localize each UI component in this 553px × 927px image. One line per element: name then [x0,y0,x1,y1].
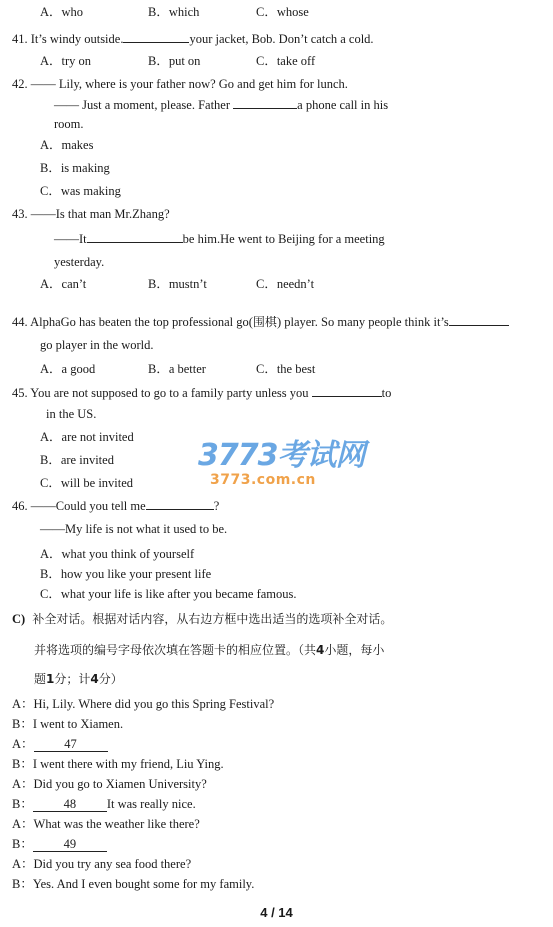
option-c: C．whose [256,5,309,19]
answer-blank-number: 47 [34,737,108,752]
option-a: A．can’t [40,277,87,291]
option-b: B．are invited [40,453,114,467]
answer-blank [146,497,214,510]
option-a: A．who [40,5,84,19]
section-label: C) [12,612,26,626]
option-a: A．try on [40,54,92,68]
option-c: C．take off [256,54,316,68]
watermark-title: 3773考试网 [198,438,365,473]
question-number: 41. [12,32,28,46]
section-instruction-3: 题1分；计4分） [34,672,123,686]
question-42-line-3: room. [54,117,84,131]
question-number: 42. [12,77,28,91]
page-number: 4 / 14 [260,905,293,920]
option-b: B．which [148,5,200,19]
section-instruction-2: 并将选项的编号字母依次填在答题卡的相应位置。（共4小题，每小 [34,643,385,657]
speaker: B： [12,837,33,851]
question-44-line-2: go player in the world. [40,338,154,352]
dialogue-line: B：I went to Xiamen. [12,717,124,731]
speaker: B： [12,717,33,731]
question-44-line-1: 44. AlphaGo has beaten the top professional go(围棋) player. So many people think it’s [12,313,509,330]
option-c: C．was making [40,184,121,198]
speaker: B： [12,877,33,891]
dialogue-line: B： 48 It was really nice. [12,797,196,811]
watermark-url: 3773.com.cn [210,472,316,488]
answer-blank [87,230,183,243]
question-43-line-3: yesterday. [54,255,105,269]
section-instruction-1: 补全对话。根据对话内容，从右边方框中选出适当的选项补全对话。 [32,612,393,626]
option-a: A．a good [40,362,96,376]
question-45-line-2: in the US. [46,407,97,421]
speaker: B： [12,797,33,811]
question-number: 44. [12,315,28,329]
option-c: C．will be invited [40,476,134,490]
question-number: 45. [12,386,28,400]
dialogue-line: A：Hi, Lily. Where did you go this Spring Festival? [12,697,275,711]
option-a: A．makes [40,138,94,152]
dialogue-line: B：I went there with my friend, Liu Ying. [12,757,224,771]
question-42-line-1: 42. —— Lily, where is your father now? Go and get him for lunch. [12,77,348,91]
answer-blank [233,96,297,109]
question-46-line-1: 46. ——Could you tell me ? [12,499,220,513]
question-41-stem: 41. It’s windy outside. your jacket, Bob. Don’t catch a cold. [12,32,374,46]
option-b: B．how you like your present life [40,567,212,581]
option-b: B．mustn’t [148,277,207,291]
answer-blank [123,30,189,43]
dialogue-line [12,736,108,752]
answer-blank [449,313,509,326]
dialogue-line: A：Did you try any sea food there? [12,857,192,871]
speaker: A： [12,737,34,751]
watermark-logo [198,440,365,488]
speaker: A： [12,697,34,711]
dialogue-line: A：Did you go to Xiamen University? [12,777,207,791]
option-c: C．what your life is like after you became famous. [40,587,297,601]
question-number: 46. [12,499,28,513]
dialogue-line [12,836,107,852]
question-45-line-1: 45. You are not supposed to go to a family party unless you to [12,386,392,400]
question-43-line-2: ——It be him.He went to Beijing for a meeting [54,232,385,246]
option-b: B．put on [148,54,201,68]
speaker: A： [12,777,34,791]
option-b: B．a better [148,362,206,376]
question-46-line-2: ——My life is not what it used to be. [40,522,228,536]
dialogue-line: A：What was the weather like there? [12,817,200,831]
speaker: A： [12,857,34,871]
option-c: C．needn’t [256,277,315,291]
option-a: A．are not invited [40,430,134,444]
answer-blank-number: 49 [33,837,107,852]
option-c: C．the best [256,362,316,376]
speaker: B： [12,757,33,771]
question-number: 43. [12,207,28,221]
question-43-line-1: 43. ——Is that man Mr.Zhang? [12,207,170,221]
option-b: B．is making [40,161,110,175]
dialogue-line: B：Yes. And I even bought some for my family. [12,877,255,891]
answer-blank [312,384,382,397]
question-42-line-2: —— Just a moment, please. Father a phone call in his [54,98,389,112]
speaker: A： [12,817,34,831]
answer-blank-number: 48 [33,797,107,812]
option-a: A．what you think of yourself [40,547,195,561]
